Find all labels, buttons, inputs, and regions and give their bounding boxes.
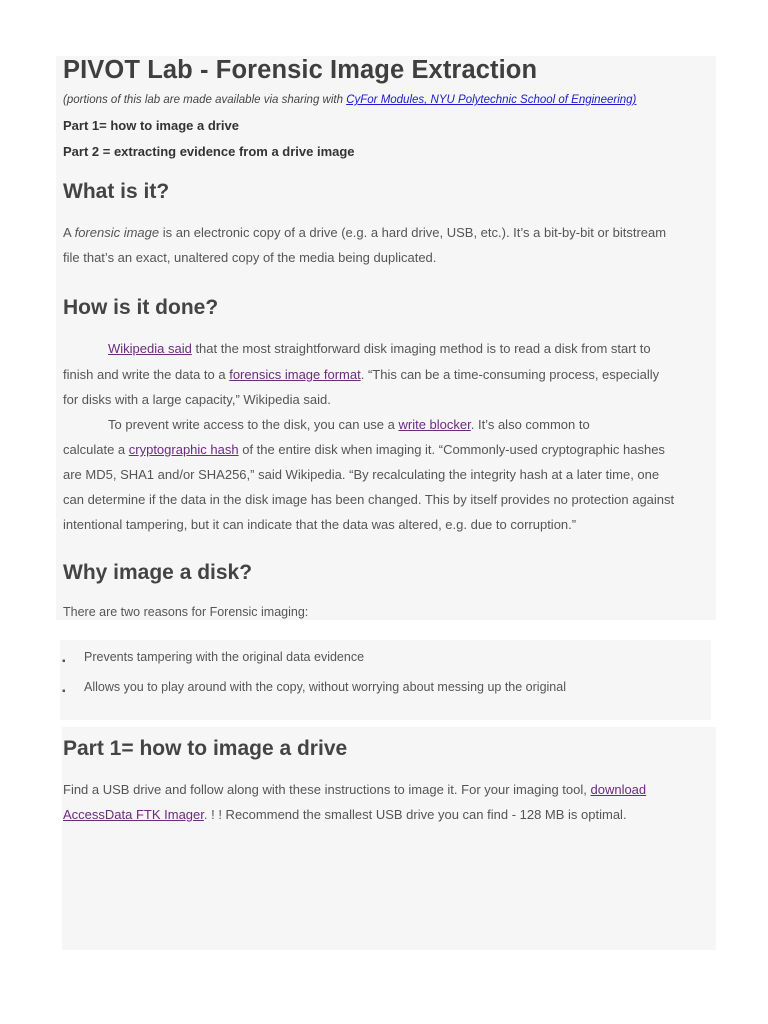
how-text-2: finish and write the data to a (63, 367, 230, 382)
part2-outline-label: Part 2 = extracting evidence from a drive image (63, 144, 355, 159)
download-link[interactable]: download (590, 782, 647, 797)
how-text-4-tail: . It’s also common to (470, 417, 590, 432)
write-blocker-link[interactable]: write blocker (398, 417, 471, 432)
how-text-5: calculate a (63, 442, 129, 457)
how-paragraph-line-4 (108, 417, 590, 432)
content-panel-intro (56, 56, 716, 620)
why-intro: There are two reasons for Forensic imaging: (63, 605, 309, 619)
cyfor-modules-link[interactable]: CyFor Modules, NYU Polytechnic School of Engineering) (346, 94, 637, 106)
how-paragraph-line-3: for disks with a large capacity,” Wikipedia said. (63, 392, 331, 407)
forensic-image-term: forensic image (74, 225, 160, 240)
what-paragraph-line-2: file that’s an exact, unaltered copy of the media being duplicated. (63, 250, 437, 265)
attribution-note (63, 94, 636, 106)
part1-paragraph-line-1 (63, 782, 646, 797)
bullet-text: Allows you to play around with the copy, without worrying about messing up the original (84, 680, 566, 694)
how-text-1: that the most straightforward disk imaging method is to read a disk from start to (191, 341, 651, 356)
cryptographic-hash-link[interactable]: cryptographic hash (128, 442, 239, 457)
what-paragraph-line-1 (63, 225, 666, 240)
part1-text-1: Find a USB drive and follow along with these instructions to image it. For your imaging tool, (63, 782, 591, 797)
what-is-it-heading: What is it? (63, 180, 170, 203)
ftk-imager-link[interactable]: AccessData FTK Imager (63, 807, 204, 822)
how-text-4: To prevent write access to the disk, you can use a (108, 417, 399, 432)
part1-text-2-tail: . ! ! Recommend the smallest USB drive you can find - 128 MB is optimal. (203, 807, 627, 822)
how-paragraph-line-8: intentional tampering, but it can indicate that the data was altered, e.g. due to corruption.” (63, 517, 577, 532)
attribution-text: (portions of this lab are made available via sharing with (63, 94, 347, 106)
what-text-b: is an electronic copy of a drive (e.g. a hard drive, USB, etc.). It’s a bit-by-bit or bitstream (159, 225, 667, 240)
how-text-5-tail: of the entire disk when imaging it. “Commonly-used cryptographic hashes (238, 442, 665, 457)
bullet-square-icon: ▪ (62, 656, 66, 667)
how-paragraph-line-7: can determine if the data in the disk image has been changed. This by itself provides no protection against (63, 492, 675, 507)
how-text-2-tail: . “This can be a time-consuming process, especially (360, 367, 660, 382)
wikipedia-said-link[interactable]: Wikipedia said (108, 341, 192, 356)
forensics-image-format-link[interactable]: forensics image format (229, 367, 361, 382)
bullet-square-icon: ▪ (62, 686, 66, 697)
part1-heading: Part 1= how to image a drive (63, 737, 348, 760)
why-image-heading: Why image a disk? (63, 561, 253, 584)
bullet-text: Prevents tampering with the original data evidence (84, 650, 365, 664)
page-title: PIVOT Lab - Forensic Image Extraction (63, 56, 538, 84)
how-is-it-done-heading: How is it done? (63, 296, 219, 319)
how-paragraph-line-6: are MD5, SHA1 and/or SHA256,” said Wikipedia. “By recalculating the integrity hash at a later time, one (63, 467, 660, 482)
list-item (62, 680, 566, 699)
how-paragraph-line-2 (63, 367, 659, 382)
how-paragraph-line-5 (63, 442, 665, 457)
what-text-a: A (63, 225, 75, 240)
part1-paragraph-line-2 (63, 807, 627, 822)
list-item (62, 650, 365, 669)
part1-outline-label: Part 1= how to image a drive (63, 118, 239, 133)
how-paragraph-line-1 (108, 341, 651, 356)
